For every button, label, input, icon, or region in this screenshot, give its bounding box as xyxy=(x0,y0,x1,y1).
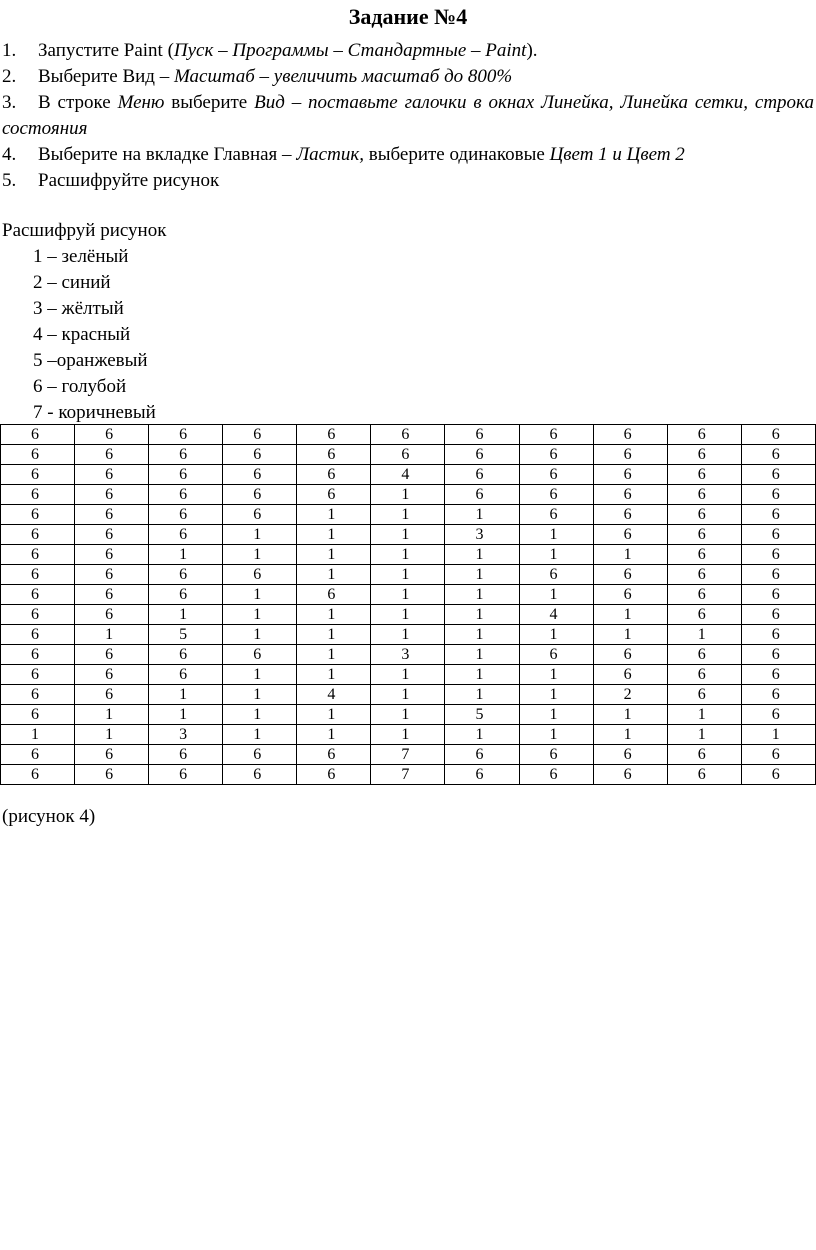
table-cell: 1 xyxy=(297,605,371,625)
table-row xyxy=(1,625,816,645)
table-cell: 6 xyxy=(667,745,741,765)
step-text-part: ). xyxy=(526,40,538,61)
table-cell: 1 xyxy=(223,685,297,705)
table-cell: 6 xyxy=(149,525,223,545)
table-cell: 1 xyxy=(741,725,815,745)
table-cell: 6 xyxy=(297,485,371,505)
table-cell: 6 xyxy=(1,585,75,605)
table-cell: 1 xyxy=(371,485,445,505)
table-cell: 6 xyxy=(593,445,667,465)
legend-item: 6 – голубой xyxy=(33,376,127,397)
table-cell: 6 xyxy=(741,465,815,485)
table-cell: 6 xyxy=(1,645,75,665)
table-cell: 6 xyxy=(593,425,667,445)
table-cell: 6 xyxy=(371,425,445,445)
legend-item: 1 – зелёный xyxy=(33,246,129,267)
table-cell: 1 xyxy=(593,545,667,565)
table-row xyxy=(1,425,816,445)
table-row xyxy=(1,525,816,545)
table-cell: 1 xyxy=(371,685,445,705)
table-cell: 5 xyxy=(149,625,223,645)
step-text-part: Цвет 1 и Цвет 2 xyxy=(549,144,685,165)
table-cell: 6 xyxy=(149,505,223,525)
table-cell: 6 xyxy=(667,565,741,585)
table-row xyxy=(1,685,816,705)
instruction-step xyxy=(2,168,814,194)
table-cell: 6 xyxy=(667,525,741,545)
table-cell: 6 xyxy=(667,585,741,605)
table-cell: 6 xyxy=(297,465,371,485)
table-cell: 1 xyxy=(297,645,371,665)
table-cell: 6 xyxy=(1,425,75,445)
table-cell: 6 xyxy=(149,745,223,765)
table-cell: 2 xyxy=(593,685,667,705)
table-cell: 1 xyxy=(445,665,519,685)
table-cell: 1 xyxy=(519,585,593,605)
table-cell: 1 xyxy=(593,725,667,745)
table-cell: 1 xyxy=(371,705,445,725)
instruction-step xyxy=(2,90,814,142)
table-cell: 6 xyxy=(445,765,519,785)
table-cell: 6 xyxy=(149,445,223,465)
table-row xyxy=(1,765,816,785)
table-cell: 6 xyxy=(741,765,815,785)
table-cell: 6 xyxy=(75,665,149,685)
table-cell: 6 xyxy=(741,665,815,685)
table-cell: 1 xyxy=(149,705,223,725)
table-cell: 6 xyxy=(75,525,149,545)
table-cell: 6 xyxy=(297,745,371,765)
table-cell: 1 xyxy=(75,725,149,745)
table-cell: 6 xyxy=(75,765,149,785)
table-cell: 6 xyxy=(445,485,519,505)
table-cell: 6 xyxy=(223,485,297,505)
step-text xyxy=(38,168,219,194)
table-cell: 6 xyxy=(223,445,297,465)
instructions-list xyxy=(2,38,814,194)
legend-item: 5 –оранжевый xyxy=(33,350,148,371)
table-cell: 6 xyxy=(667,665,741,685)
table-cell: 6 xyxy=(667,545,741,565)
table-cell: 6 xyxy=(593,565,667,585)
table-cell: 7 xyxy=(371,745,445,765)
table-cell: 6 xyxy=(75,685,149,705)
table-cell: 6 xyxy=(667,505,741,525)
table-cell: 4 xyxy=(519,605,593,625)
table-cell: 6 xyxy=(1,545,75,565)
table-cell: 6 xyxy=(149,425,223,445)
table-cell: 1 xyxy=(371,545,445,565)
table-cell: 6 xyxy=(741,545,815,565)
table-cell: 6 xyxy=(371,445,445,465)
table-cell: 4 xyxy=(297,685,371,705)
table-cell: 6 xyxy=(149,465,223,485)
table-cell: 6 xyxy=(223,465,297,485)
table-cell: 6 xyxy=(1,445,75,465)
step-text-part: Ластик, xyxy=(296,144,364,165)
table-cell: 1 xyxy=(371,605,445,625)
table-cell: 6 xyxy=(223,745,297,765)
table-cell: 6 xyxy=(445,465,519,485)
table-cell: 6 xyxy=(297,585,371,605)
table-cell: 6 xyxy=(223,425,297,445)
table-cell: 3 xyxy=(445,525,519,545)
table-cell: 6 xyxy=(149,665,223,685)
table-cell: 6 xyxy=(1,485,75,505)
table-cell: 1 xyxy=(1,725,75,745)
table-cell: 6 xyxy=(1,525,75,545)
table-cell: 6 xyxy=(445,425,519,445)
step-text-part: Меню xyxy=(117,92,165,113)
table-cell: 6 xyxy=(667,685,741,705)
step-number: 3. xyxy=(2,92,17,113)
table-cell: 1 xyxy=(667,725,741,745)
table-cell: 6 xyxy=(519,445,593,465)
table-row xyxy=(1,745,816,765)
table-cell: 1 xyxy=(445,545,519,565)
step-text xyxy=(38,142,685,168)
table-cell: 1 xyxy=(371,505,445,525)
table-cell: 1 xyxy=(371,625,445,645)
step-number: 4. xyxy=(2,144,17,165)
table-cell: 1 xyxy=(297,725,371,745)
table-cell: 6 xyxy=(1,765,75,785)
table-cell: 6 xyxy=(593,645,667,665)
table-cell: 6 xyxy=(445,745,519,765)
table-cell: 6 xyxy=(149,565,223,585)
step-text-part: выберите xyxy=(164,92,255,113)
table-cell: 1 xyxy=(149,685,223,705)
table-cell: 1 xyxy=(223,545,297,565)
step-text-part: Вид – поставьте галочки в окнах Линейка, Линейка сетки, строка состояния xyxy=(2,92,814,139)
table-cell: 7 xyxy=(371,765,445,785)
table-cell: 1 xyxy=(223,725,297,745)
table-cell: 6 xyxy=(667,465,741,485)
table-cell: 1 xyxy=(371,525,445,545)
table-cell: 6 xyxy=(75,605,149,625)
table-cell: 6 xyxy=(593,665,667,685)
table-cell: 6 xyxy=(519,425,593,445)
table-cell: 6 xyxy=(223,565,297,585)
table-cell: 6 xyxy=(519,485,593,505)
table-cell: 6 xyxy=(75,425,149,445)
step-text-part: Пуск – Программы – Стандартные – Paint xyxy=(173,40,527,61)
table-cell: 6 xyxy=(519,645,593,665)
table-row xyxy=(1,505,816,525)
table-cell: 1 xyxy=(519,525,593,545)
table-cell: 6 xyxy=(75,445,149,465)
table-row xyxy=(1,545,816,565)
table-cell: 6 xyxy=(741,605,815,625)
table-cell: 1 xyxy=(445,505,519,525)
step-text-part: Выберите на вкладке Главная – xyxy=(38,144,297,165)
instruction-step xyxy=(2,142,814,168)
table-cell: 6 xyxy=(741,625,815,645)
table-cell: 1 xyxy=(519,545,593,565)
table-cell: 6 xyxy=(593,525,667,545)
table-cell: 6 xyxy=(297,765,371,785)
table-row xyxy=(1,445,816,465)
table-cell: 1 xyxy=(223,525,297,545)
table-cell: 6 xyxy=(1,565,75,585)
table-cell: 1 xyxy=(223,605,297,625)
table-cell: 6 xyxy=(519,565,593,585)
table-cell: 1 xyxy=(519,665,593,685)
table-cell: 1 xyxy=(519,685,593,705)
table-cell: 6 xyxy=(519,505,593,525)
page-title: Задание №4 xyxy=(348,4,468,29)
color-legend xyxy=(33,244,156,426)
table-cell: 1 xyxy=(297,705,371,725)
table-cell: 6 xyxy=(741,585,815,605)
table-cell: 1 xyxy=(445,605,519,625)
table-row xyxy=(1,485,816,505)
table-cell: 6 xyxy=(1,745,75,765)
table-cell: 6 xyxy=(741,645,815,665)
table-cell: 6 xyxy=(149,765,223,785)
table-cell: 6 xyxy=(297,425,371,445)
table-cell: 6 xyxy=(667,645,741,665)
table-cell: 1 xyxy=(149,605,223,625)
table-cell: 6 xyxy=(149,485,223,505)
step-text-part: Масштаб – увеличить масштаб до 800% xyxy=(173,66,513,87)
table-cell: 6 xyxy=(519,465,593,485)
table-cell: 1 xyxy=(297,505,371,525)
table-cell: 6 xyxy=(667,425,741,445)
table-cell: 1 xyxy=(445,685,519,705)
table-cell: 1 xyxy=(149,545,223,565)
table-cell: 6 xyxy=(741,565,815,585)
step-number: 1. xyxy=(2,40,17,61)
table-cell: 6 xyxy=(667,445,741,465)
table-cell: 6 xyxy=(741,485,815,505)
legend-item: 2 – синий xyxy=(33,272,111,293)
table-cell: 1 xyxy=(445,565,519,585)
instruction-step xyxy=(2,64,814,90)
table-cell: 6 xyxy=(149,645,223,665)
table-row xyxy=(1,605,816,625)
table-cell: 1 xyxy=(371,585,445,605)
step-text-part: выберите одинаковые xyxy=(363,144,550,165)
table-cell: 6 xyxy=(667,605,741,625)
legend-item: 3 – жёлтый xyxy=(33,298,124,319)
table-cell: 6 xyxy=(519,765,593,785)
table-row xyxy=(1,645,816,665)
table-cell: 6 xyxy=(1,665,75,685)
table-cell: 1 xyxy=(593,625,667,645)
table-cell: 6 xyxy=(1,605,75,625)
table-cell: 6 xyxy=(667,485,741,505)
table-cell: 6 xyxy=(593,585,667,605)
table-cell: 6 xyxy=(1,465,75,485)
table-cell: 1 xyxy=(667,625,741,645)
table-cell: 1 xyxy=(371,665,445,685)
legend-item: 7 - коричневый xyxy=(33,402,156,423)
table-cell: 6 xyxy=(75,645,149,665)
table-row xyxy=(1,705,816,725)
legend-title: Расшифруй рисунок xyxy=(2,220,167,241)
table-cell: 6 xyxy=(741,425,815,445)
table-cell: 6 xyxy=(741,745,815,765)
table-cell: 6 xyxy=(741,505,815,525)
table-cell: 6 xyxy=(741,525,815,545)
table-cell: 6 xyxy=(1,625,75,645)
table-cell: 6 xyxy=(1,505,75,525)
table-cell: 6 xyxy=(149,585,223,605)
table-row xyxy=(1,585,816,605)
step-number: 2. xyxy=(2,66,17,87)
table-cell: 1 xyxy=(519,705,593,725)
table-cell: 1 xyxy=(667,705,741,725)
table-cell: 1 xyxy=(223,585,297,605)
table-cell: 6 xyxy=(223,765,297,785)
table-row xyxy=(1,725,816,745)
table-cell: 1 xyxy=(75,705,149,725)
code-grid-table xyxy=(0,424,816,785)
table-cell: 3 xyxy=(371,645,445,665)
table-cell: 6 xyxy=(593,505,667,525)
table-cell: 6 xyxy=(741,685,815,705)
table-cell: 6 xyxy=(519,745,593,765)
table-cell: 1 xyxy=(297,565,371,585)
table-cell: 6 xyxy=(445,445,519,465)
table-cell: 6 xyxy=(223,505,297,525)
table-cell: 1 xyxy=(371,565,445,585)
table-cell: 6 xyxy=(75,505,149,525)
table-cell: 6 xyxy=(667,765,741,785)
table-cell: 6 xyxy=(593,745,667,765)
figure-caption: (рисунок 4) xyxy=(2,806,96,827)
table-cell: 1 xyxy=(445,645,519,665)
table-cell: 5 xyxy=(445,705,519,725)
step-text xyxy=(2,92,814,139)
table-cell: 1 xyxy=(297,625,371,645)
table-cell: 6 xyxy=(223,645,297,665)
table-cell: 6 xyxy=(75,485,149,505)
table-cell: 1 xyxy=(223,705,297,725)
table-cell: 1 xyxy=(519,725,593,745)
table-cell: 1 xyxy=(75,625,149,645)
table-cell: 6 xyxy=(741,445,815,465)
table-row xyxy=(1,465,816,485)
table-cell: 1 xyxy=(593,705,667,725)
table-cell: 1 xyxy=(223,625,297,645)
table-cell: 6 xyxy=(75,465,149,485)
step-text-part: Расшифруйте рисунок xyxy=(38,170,220,191)
table-cell: 6 xyxy=(1,705,75,725)
table-cell: 1 xyxy=(445,625,519,645)
table-cell: 6 xyxy=(1,685,75,705)
table-cell: 6 xyxy=(593,485,667,505)
table-cell: 4 xyxy=(371,465,445,485)
table-cell: 6 xyxy=(741,705,815,725)
step-text xyxy=(38,38,538,64)
table-cell: 1 xyxy=(297,665,371,685)
step-text-part: Запустите Paint ( xyxy=(38,40,174,61)
table-row xyxy=(1,565,816,585)
step-text-part: Выберите Вид – xyxy=(38,66,174,87)
table-cell: 1 xyxy=(297,545,371,565)
table-row xyxy=(1,665,816,685)
instruction-step xyxy=(2,38,814,64)
table-cell: 1 xyxy=(371,725,445,745)
step-number: 5. xyxy=(2,170,17,191)
table-cell: 1 xyxy=(445,585,519,605)
step-text xyxy=(38,64,512,90)
table-cell: 6 xyxy=(75,565,149,585)
table-cell: 6 xyxy=(75,585,149,605)
legend-item: 4 – красный xyxy=(33,324,131,345)
table-cell: 6 xyxy=(75,545,149,565)
table-cell: 3 xyxy=(149,725,223,745)
table-cell: 1 xyxy=(223,665,297,685)
table-cell: 1 xyxy=(593,605,667,625)
table-cell: 6 xyxy=(593,465,667,485)
step-text-part: В строке xyxy=(38,92,118,113)
table-cell: 1 xyxy=(445,725,519,745)
table-cell: 1 xyxy=(519,625,593,645)
table-cell: 1 xyxy=(297,525,371,545)
table-cell: 6 xyxy=(75,745,149,765)
table-cell: 6 xyxy=(297,445,371,465)
table-cell: 6 xyxy=(593,765,667,785)
